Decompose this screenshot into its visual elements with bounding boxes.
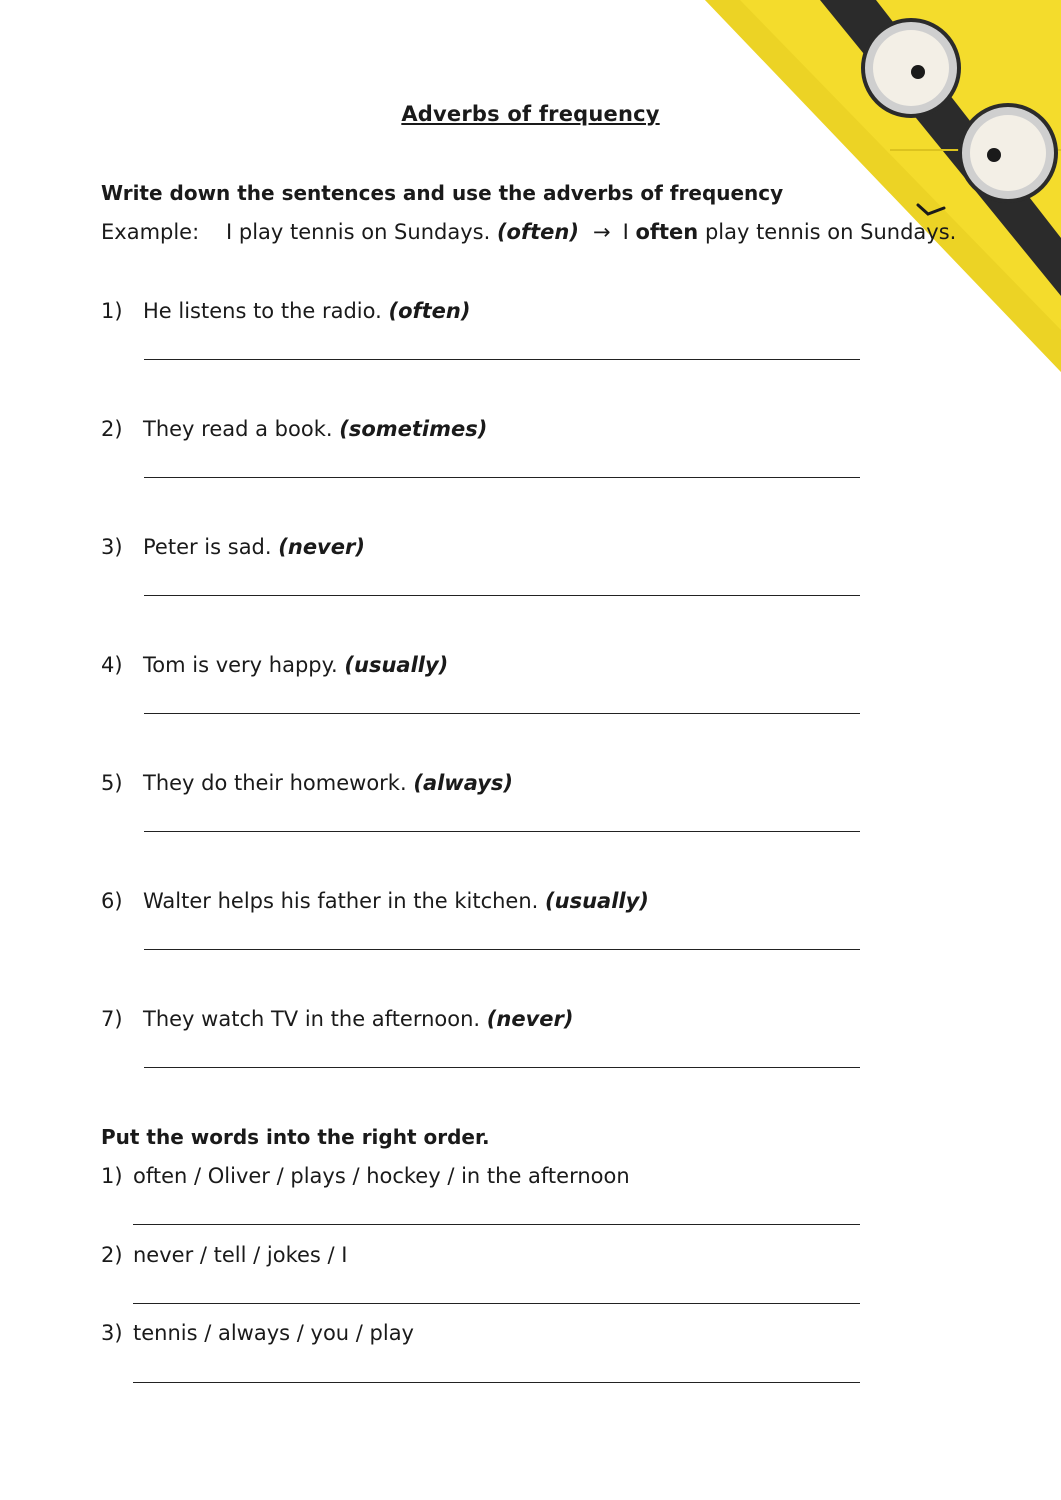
example-answer-adverb: often — [635, 220, 699, 244]
item-text: never / tell / jokes / I — [133, 1243, 348, 1267]
answer-line[interactable] — [133, 1303, 860, 1304]
item-hint: (usually) — [344, 653, 449, 677]
example-line — [101, 220, 956, 244]
exercise2-item — [101, 1243, 347, 1267]
item-text: Walter helps his father in the kitchen. — [143, 889, 539, 913]
item-hint: (always) — [413, 771, 514, 795]
item-number: 2) — [101, 1243, 123, 1267]
item-hint: (never) — [278, 535, 365, 559]
exercise1-item — [101, 417, 487, 441]
item-hint: (sometimes) — [339, 417, 488, 441]
exercise2-item — [101, 1321, 414, 1345]
answer-line[interactable] — [144, 477, 860, 478]
exercise1-item — [101, 653, 448, 677]
item-number: 3) — [101, 1321, 123, 1345]
answer-line[interactable] — [144, 1067, 860, 1068]
item-number: 1) — [101, 299, 123, 323]
item-text: Tom is very happy. — [143, 653, 338, 677]
example-label: Example: — [101, 220, 200, 244]
item-number: 1) — [101, 1164, 123, 1188]
example-hint: (often) — [496, 220, 579, 244]
item-number: 2) — [101, 417, 123, 441]
item-text: tennis / always / you / play — [133, 1321, 414, 1345]
exercise1-item — [101, 771, 513, 795]
answer-line[interactable] — [144, 831, 860, 832]
item-hint: (usually) — [545, 889, 649, 913]
answer-line[interactable] — [144, 713, 860, 714]
exercise2-item — [101, 1164, 630, 1188]
item-hint: (often) — [388, 299, 471, 323]
answer-line[interactable] — [144, 359, 860, 360]
item-number: 5) — [101, 771, 123, 795]
example-sentence: I play tennis on Sundays. — [226, 220, 491, 244]
worksheet-title: Adverbs of frequency — [401, 102, 660, 126]
arrow-icon: → — [592, 220, 611, 244]
item-text: They watch TV in the afternoon. — [143, 1007, 481, 1031]
item-text: He listens to the radio. — [143, 299, 382, 323]
answer-line[interactable] — [144, 949, 860, 950]
item-text: They read a book. — [143, 417, 333, 441]
item-text: Peter is sad. — [143, 535, 272, 559]
item-number: 3) — [101, 535, 123, 559]
exercise1-item — [101, 889, 649, 913]
answer-line[interactable] — [133, 1382, 860, 1383]
example-answer-pre: I — [622, 220, 629, 244]
exercise1-item — [101, 1007, 573, 1031]
answer-line[interactable] — [144, 595, 860, 596]
section1-heading: Write down the sentences and use the adverbs of frequency — [101, 181, 784, 205]
example-answer-post: play tennis on Sundays. — [704, 220, 957, 244]
exercise1-item — [101, 535, 365, 559]
item-number: 7) — [101, 1007, 123, 1031]
item-number: 4) — [101, 653, 123, 677]
exercise1-item — [101, 299, 470, 323]
section2-heading: Put the words into the right order. — [101, 1125, 490, 1149]
item-hint: (never) — [486, 1007, 574, 1031]
answer-line[interactable] — [133, 1224, 860, 1225]
item-text: often / Oliver / plays / hockey / in the afternoon — [133, 1164, 630, 1188]
item-number: 6) — [101, 889, 123, 913]
item-text: They do their homework. — [143, 771, 407, 795]
